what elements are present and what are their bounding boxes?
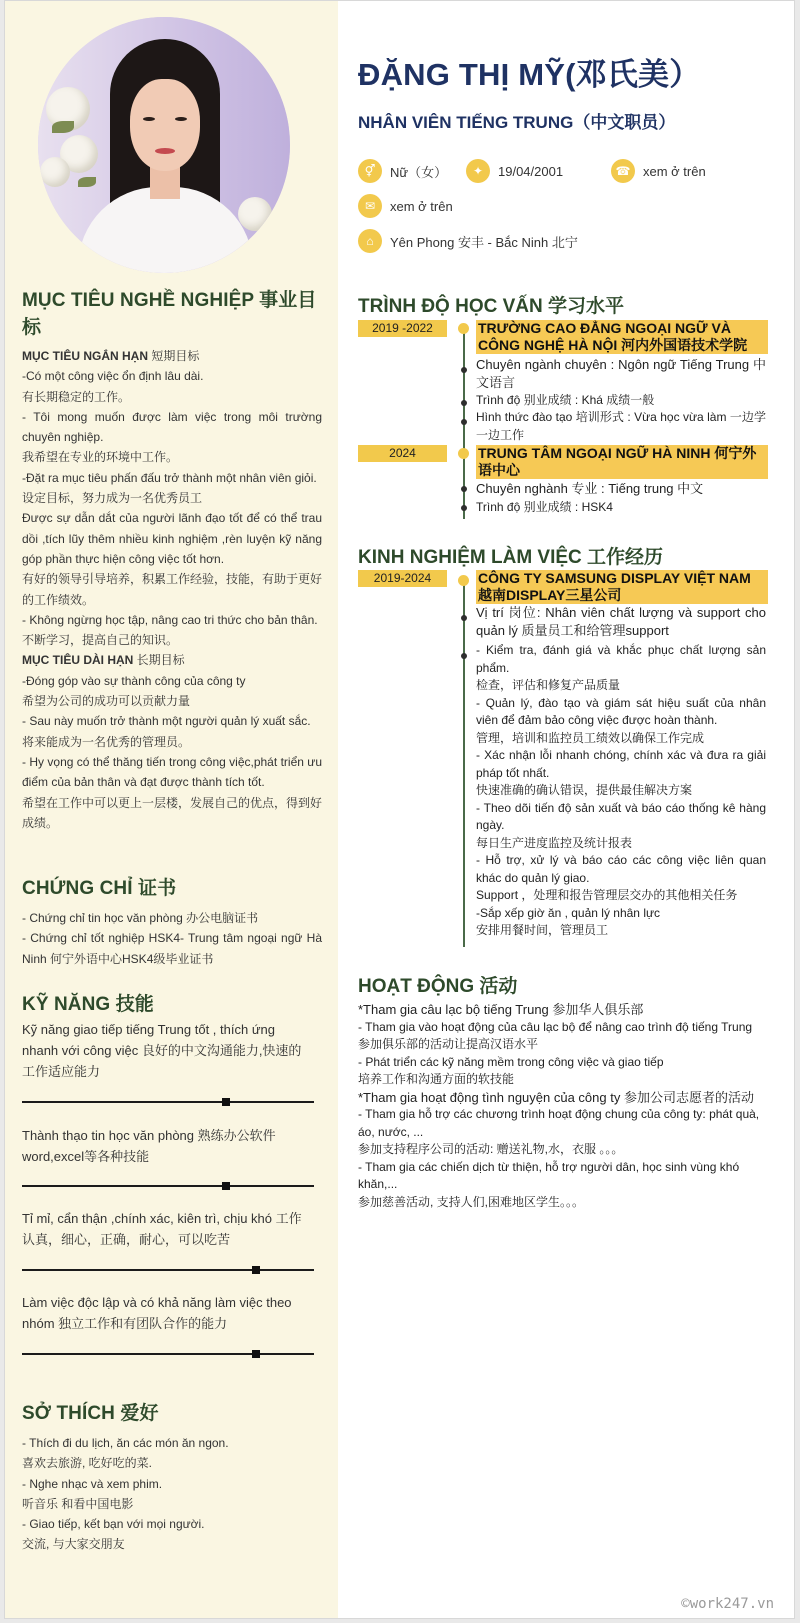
- phone-icon: ☎: [611, 159, 635, 183]
- long-term-label: MỤC TIÊU DÀI HẠN 长期目标: [22, 653, 185, 668]
- education-major: Chuyên nghành 专业 : Tiếng trung 中文: [476, 481, 704, 496]
- location-icon: ⌂: [358, 229, 382, 253]
- birthday-cake-icon: ✦: [466, 159, 490, 183]
- skill-level-knob: [222, 1182, 230, 1190]
- skills-section: [22, 989, 322, 1016]
- hobby-line: 交流, 与大家交朋友: [22, 1537, 125, 1552]
- dob-info: ✦ 19/04/2001: [466, 159, 563, 183]
- skill-level-bar: [22, 1353, 314, 1355]
- hobby-line: - Giao tiếp, kết bạn với mọi người.: [22, 1517, 205, 1532]
- gender-icon: ⚥: [358, 159, 382, 183]
- skill-level-bar: [22, 1269, 314, 1271]
- avatar: [38, 17, 290, 273]
- skill-level-bar: [22, 1185, 314, 1187]
- company-name: CÔNG TY SAMSUNG DISPLAY VIỆT NAM 越南DISPLAY三星公司: [476, 570, 768, 604]
- hobbies-section: [22, 1398, 322, 1555]
- experience-duties: - Kiểm tra, đánh giá và khắc phục chất lượng sản phẩm. 检查，评估和修复产品质量 - Quản lý, đào tạo và giám sát hiệu suất của nhân viên để đảm bảo công việc được hoàn thành. 管理，培训和监控员工绩效以确保工作完成 - Xác nhận lỗi nhanh chóng, chính xác và đưa ra giải pháp tốt nhất. 快速准确的确认错误，提供最佳解决方案 - Theo dõi tiến độ sản xuất và báo cáo thống kê hàng ngày. 每日生产进度监控及统计报表 - Hỗ trợ, xử lý và báo cáo các công việc liên quan khác do quản lý giao. Support ，处理和报告管理层交办的其他相关任务 -Sắp xếp giờ ăn , quản lý nhân lực 安排用餐时间，管理员工: [476, 643, 766, 937]
- skill-level-bar: [22, 1101, 314, 1103]
- experience-timeline: [463, 577, 465, 947]
- gender-info: ⚥ Nữ（女）: [358, 159, 447, 183]
- email-info: ✉ xem ở trên: [358, 194, 453, 218]
- objective-body: MỤC TIÊU NGẮN HẠN 短期目标 -Có một công việc ổn định lâu dài. 有长期稳定的工作。 - Tôi mong muốn được làm việc trong môi trường chuyên nghiệp. 我希望在专业的环境中工作。 -Đặt ra mục tiêu phấn đấu trở thành một nhân viên giỏi. 设定目标，努力成为一名优秀员工 Được sự dẫn dắt của người lãnh đạo tốt để có thể trau dồi ,tích lũy thêm nhiều kinh nghiệm ,rèn luyện kỹ năng góp phần thực hiện công việc tốt hơn. 有好的领导引导培养，积累工作经验，技能，有助于更好的工作绩效。 - Không ngừng học tập, nâng cao tri thức cho bản thân. 不断学习，提高自己的知识。 MỤC TIÊU DÀI HẠN 长期目标 -Đóng góp vào sự thành công của công ty 希望为公司的成功可以贡献力量 - Sau này muốn trở thành một người quản lý xuất sắc. 将来能成为一名优秀的管理员。 - Hy vọng có thể thăng tiến trong công việc,phát triển ưu điểm của bản thân và đạt được thành tích tốt. 希望在工作中可以更上一层楼，发展自己的优点，得到好成绩。: [22, 346, 322, 833]
- skill-item: Làm việc độc lập và có khả năng làm việc theo nhóm 独立工作和有团队合作的能力: [22, 1295, 292, 1331]
- cv-page: [4, 0, 795, 1619]
- short-term-label: MỤC TIÊU NGẮN HẠN 短期目标: [22, 349, 200, 363]
- education-grade: Trình độ 别业成绩 : HSK4: [476, 500, 613, 514]
- hobby-line: 喜欢去旅游, 吃好吃的菜.: [22, 1456, 153, 1471]
- skills-heading: KỸ NĂNG 技能: [22, 994, 154, 1015]
- school-name: TRUNG TÂM NGOẠI NGỮ HÀ NINH 何宁外语中心: [476, 445, 768, 479]
- hobby-line: - Nghe nhạc và xem phim.: [22, 1476, 163, 1491]
- objective-heading: MỤC TIÊU NGHỀ NGHIỆP 事业目标: [22, 290, 317, 338]
- certificates-heading: CHỨNG CHỈ 证书: [22, 878, 177, 899]
- education-year: 2019 -2022: [358, 320, 447, 337]
- address-info: ⌂ Yên Phong 安丰 - Bắc Ninh 北宁: [358, 229, 578, 253]
- experience-year: 2019-2024: [358, 570, 447, 587]
- education-heading: TRÌNH ĐỘ HỌC VẤN 学习水平: [358, 296, 625, 317]
- left-column: [5, 1, 338, 1618]
- experience-position: Vị trí 岗位: Nhân viên chất lượng và support cho quản lý 质量员工和给管理support: [476, 605, 766, 638]
- certificates-section: [22, 873, 322, 969]
- watermark: ©work247.vn: [681, 1596, 774, 1612]
- activities-body: *Tham gia câu lạc bộ tiếng Trung 参加华人俱乐部 - Tham gia vào hoạt động của câu lạc bộ để nâng cao trình độ tiếng Trung 参加俱乐部的活动让提高汉语水平 - Phát triển các kỹ năng mềm trong công việc và giao tiếp 培养工作和沟通方面的软技能 *Tham gia hoạt động tình nguyện của công ty 参加公司志愿者的活动 - Tham gia hỗ trợ các chương trình hoạt động chung của công ty: phát quà, áo, nước, ... 参加支持程序公司的活动: 赠送礼物,水，衣服 。。。 - Tham gia các chiến dịch từ thiện, hỗ trợ người dân, học sinh vùng khó khăn,... 参加慈善活动, 支持人们,困难地区学生。。。: [358, 1002, 760, 1209]
- candidate-name: ĐẶNG THỊ MỸ(邓氏美）: [358, 57, 701, 92]
- hobbies-heading: SỞ THÍCH 爱好: [22, 1403, 159, 1424]
- phone-info: ☎ xem ở trên: [611, 159, 706, 183]
- education-grade: Trình độ 别业成绩 : Khá 成绩一般: [476, 393, 655, 407]
- email-icon: ✉: [358, 194, 382, 218]
- hobby-line: 听音乐 和看中国电影: [22, 1496, 134, 1511]
- certificate-item: - Chứng chỉ tin học văn phòng 办公电脑证书: [22, 911, 259, 925]
- skill-level-knob: [252, 1266, 260, 1274]
- skill-item: Thành thạo tin học văn phòng 熟练办公软件word,excel等各种技能: [22, 1128, 276, 1164]
- activities-heading: HOẠT ĐỘNG 活动: [358, 976, 518, 997]
- experience-heading: KINH NGHIỆM LÀM VIỆC 工作经历: [358, 547, 664, 568]
- hobby-line: - Thích đi du lịch, ăn các món ăn ngon.: [22, 1436, 229, 1450]
- skill-level-knob: [252, 1350, 260, 1358]
- education-year: 2024: [358, 445, 447, 462]
- education-mode: Hình thức đào tạo 培训形式 : Vừa học vừa làm 一边学一边工作: [476, 410, 766, 442]
- skill-level-knob: [222, 1098, 230, 1106]
- skill-item: Kỹ năng giao tiếp tiếng Trung tốt , thích ứng nhanh với công việc 良好的中文沟通能力,快速的工作适应能力: [22, 1022, 302, 1079]
- job-title: NHÂN VIÊN TIẾNG TRUNG（中文职员）: [358, 113, 676, 132]
- school-name: TRƯỜNG CAO ĐẲNG NGOẠI NGỮ VÀ CÔNG NGHỆ HÀ NỘI 河内外国语技术学院: [476, 320, 768, 354]
- education-major: Chuyên ngành chuyên : Ngôn ngữ Tiếng Trung 中文语言: [476, 357, 766, 390]
- certificate-item: - Chứng chỉ tốt nghiệp HSK4- Trung tâm ngoại ngữ Hà Ninh 何宁外语中心HSK4级毕业证书: [22, 931, 322, 966]
- right-column: [338, 1, 795, 1618]
- objective-section: [22, 285, 322, 833]
- skill-item: Tỉ mỉ, cẩn thận ,chính xác, kiên trì, chịu khó 工作认真，细心，正确，耐心，可以吃苦: [22, 1211, 302, 1247]
